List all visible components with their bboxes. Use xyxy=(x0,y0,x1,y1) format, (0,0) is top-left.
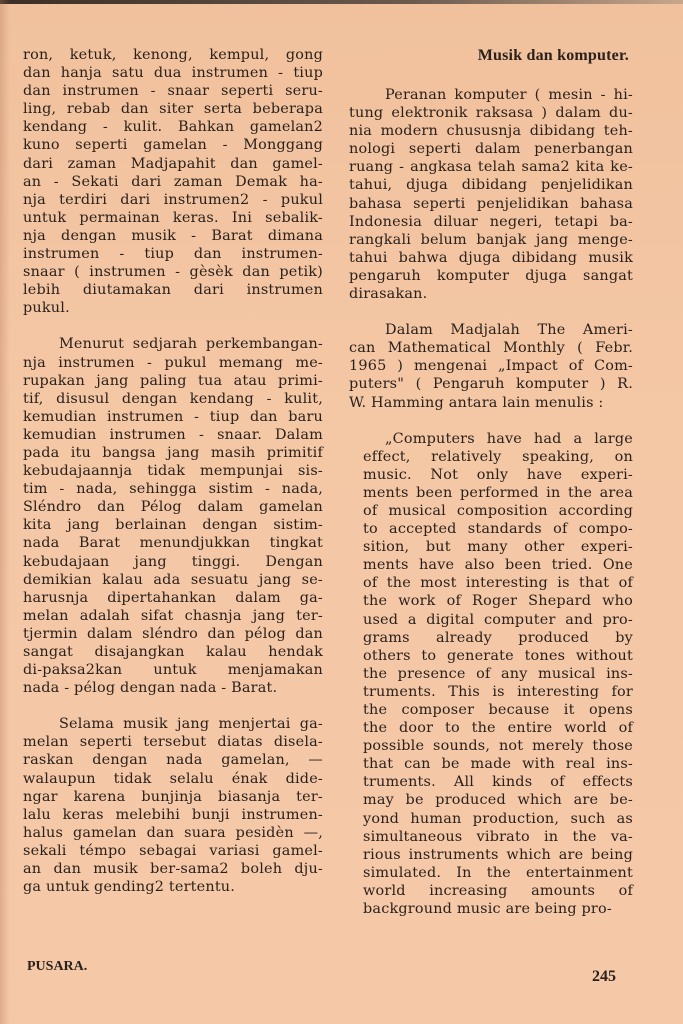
page-binding-shadow xyxy=(0,0,10,1024)
text-line: melan adalah sifat chasnja jang ter- xyxy=(23,607,323,624)
text-line: nia modern chususnja dibidang teh- xyxy=(349,123,633,140)
text-line: kebudajaannja tidak mempunjai sis- xyxy=(23,463,323,480)
text-line: ron, ketuk, kenong, kempul, gong xyxy=(23,47,323,63)
text-line: possible sounds, not merely those xyxy=(363,738,633,755)
text-line: Menurut sedjarah perkembangan- xyxy=(59,336,323,353)
text-line: dirasakan. xyxy=(349,286,428,303)
text-line: background music are being pro- xyxy=(363,901,612,918)
publication-name: PUSARA. xyxy=(27,959,88,974)
text-line: walaupun tidak selalu énak dide- xyxy=(23,770,323,787)
text-line: rupakan jang paling tua atau primi- xyxy=(23,372,323,389)
text-line: Peranan komputer ( mesin - hi- xyxy=(385,87,633,103)
text-line: the door to the entire world of xyxy=(363,720,633,737)
text-line: Indonesia diluar negeri, tetapi ba- xyxy=(349,213,633,230)
paragraph xyxy=(349,86,633,303)
text-line: nja dengan musik - Barat dimana xyxy=(23,227,323,244)
text-line: used a digital computer and pro- xyxy=(363,611,633,628)
text-line: lebih diutamakan dari instrumen xyxy=(23,282,323,299)
page-number: 245 xyxy=(592,968,616,985)
paragraph xyxy=(349,321,633,411)
text-line: simulated. In the entertainment xyxy=(363,864,633,881)
text-line: sangat disajangkan kalau hendak xyxy=(23,644,323,660)
text-line: Selama musik jang menjertai ga- xyxy=(59,716,323,733)
paragraph xyxy=(23,715,323,896)
text-line: harusnja dipertahankan dalam ga- xyxy=(23,589,323,606)
text-line: yond human production, such as xyxy=(363,810,633,827)
paragraph-gap xyxy=(349,303,633,321)
text-line: effect, relatively speaking, on xyxy=(363,448,633,465)
paragraph-gap xyxy=(349,412,633,430)
text-line: ga untuk gending2 tertentu. xyxy=(23,879,236,896)
text-line: the composer because it opens xyxy=(363,702,633,718)
text-line: the presence of any musical ins- xyxy=(363,665,633,682)
text-line: sition, but many other experi- xyxy=(363,539,633,556)
paragraph-gap xyxy=(23,697,323,715)
paragraph-gap xyxy=(23,317,323,335)
text-line: 1965 ) mengenai „Impact of Com- xyxy=(349,358,633,375)
text-line: nada Barat menundjukkan tingkat xyxy=(23,535,323,552)
text-line: may be produced which are be- xyxy=(363,792,633,809)
text-line: tim - nada, sehingga sistim - nada, xyxy=(23,481,323,498)
right-column xyxy=(349,46,633,918)
paragraph xyxy=(23,335,323,697)
text-line: kebudajaan jang tinggi. Dengan xyxy=(23,553,323,570)
text-line: rangkali belum banjak jang menge- xyxy=(349,231,633,248)
text-line: tif, disusul dengan kendang - kulit, xyxy=(23,390,323,407)
text-line: that can be made with real ins- xyxy=(363,756,633,773)
text-line: world increasing amounts of xyxy=(363,882,633,899)
text-line: dan instrumen - snaar seperti seru- xyxy=(23,83,323,100)
text-line: music. Not only have experi- xyxy=(363,466,633,483)
text-line: „Computers have had a large xyxy=(385,430,633,447)
text-line: nologi seperti dalam penerbangan xyxy=(349,141,633,158)
text-line: nja instrumen - pukul memang me- xyxy=(23,354,323,371)
text-line: tahui, djuga dibidang penjelidikan xyxy=(349,177,633,194)
text-line: rious instruments which are being xyxy=(363,846,633,863)
text-line: pada itu bangsa jang masih primitif xyxy=(23,444,323,461)
text-line: melan seperti tersebut diatas disela- xyxy=(23,734,323,751)
text-line: to accepted standards of compo- xyxy=(363,521,633,538)
quote-paragraph xyxy=(349,430,633,919)
text-line: demikian kalau ada sesuatu jang se- xyxy=(23,571,323,588)
text-line: an dan musik ber-sama2 boleh dju- xyxy=(23,861,323,878)
text-line: W. Hamming antara lain menulis : xyxy=(349,394,604,411)
text-line: of musical composition according xyxy=(363,502,633,519)
text-line: puters" ( Pengaruh komputer ) R. xyxy=(349,376,633,393)
text-line: raskan dengan nada gamelan, — xyxy=(23,752,323,769)
text-line: halus gamelan dan suara pesidèn —, xyxy=(23,824,323,841)
text-line: an - Sekati dari zaman Demak ha- xyxy=(23,173,323,190)
text-line: ruang - angkasa telah sama2 kita ke- xyxy=(349,159,633,176)
text-line: kendang - kulit. Bahkan gamelan2 xyxy=(23,119,323,136)
text-line: kita jang berlainan dengan sistim- xyxy=(23,517,323,534)
text-line: pukul. xyxy=(23,300,70,317)
text-line: ngar karena bunjinja biasanja ter- xyxy=(23,788,323,805)
text-line: tjermin dalam sléndro dan pélog dan xyxy=(23,625,323,642)
text-line: ments have also been tried. One xyxy=(363,557,633,574)
text-line: tung elektronik raksasa ) dalam du- xyxy=(349,105,633,122)
text-line: others to generate tones without xyxy=(363,647,633,664)
text-line: nada - pélog dengan nada - Barat. xyxy=(23,680,278,697)
text-line: grams already produced by xyxy=(363,629,633,646)
text-line: dari zaman Madjapahit dan gamel- xyxy=(23,155,323,172)
text-line: instrumen - tiup dan instrumen- xyxy=(23,246,323,263)
left-column xyxy=(23,46,323,896)
text-line: lalu keras melebihi bunji instrumen- xyxy=(23,806,323,823)
text-line: kemudian instrumen - snaar. Dalam xyxy=(23,426,323,443)
text-line: snaar ( instrumen - gèsèk dan petik) xyxy=(23,264,323,281)
text-line: pengaruh komputer djuga sangat xyxy=(349,267,633,284)
text-line: simultaneous vibrato in the va- xyxy=(363,828,633,845)
text-line: bahasa seperti penjelidikan bahasa xyxy=(349,195,633,212)
text-line: Sléndro dan Pélog dalam gamelan xyxy=(23,499,323,516)
text-line: di-paksa2kan untuk menjamakan xyxy=(23,662,323,679)
text-line: kemudian instrumen - tiup dan baru xyxy=(23,408,323,425)
text-line: nja terdiri dari instrumen2 - pukul xyxy=(23,191,323,208)
text-line: of the most interesting is that of xyxy=(363,575,633,592)
text-line: ments been performed in the area xyxy=(363,484,633,501)
text-line: ling, rebab dan siter serta beberapa xyxy=(23,101,323,118)
text-line: can Mathematical Monthly ( Febr. xyxy=(349,340,633,357)
text-line: tahui bahwa djuga dibidang musik xyxy=(349,249,633,266)
text-line: the work of Roger Shepard who xyxy=(363,593,633,610)
text-line: untuk permainan keras. Ini sebalik- xyxy=(23,209,323,226)
text-line: dan hanja satu dua instrumen - tiup xyxy=(23,65,323,82)
text-line: truments. This is interesting for xyxy=(363,683,633,700)
text-line: kuno seperti gamelan - Monggang xyxy=(23,137,323,154)
text-line: truments. All kinds of effects xyxy=(363,774,633,791)
page-top-edge xyxy=(0,0,683,4)
paragraph xyxy=(23,46,323,317)
section-heading: Musik dan komputer. xyxy=(477,47,629,64)
text-line: Dalam Madjalah The Ameri- xyxy=(385,322,633,339)
text-line: sekali témpo sebagai variasi gamel- xyxy=(23,842,323,859)
